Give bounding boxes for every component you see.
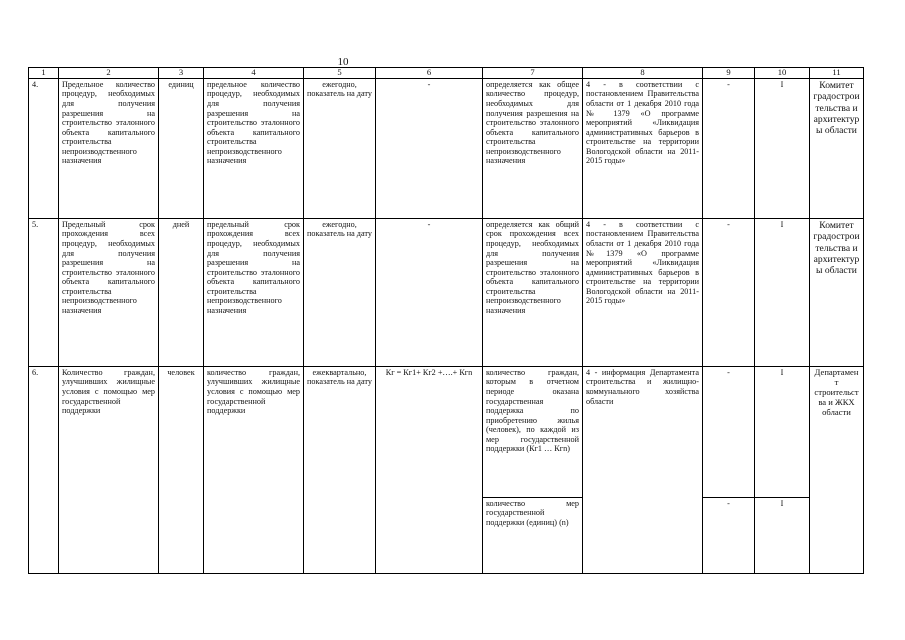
column-header: 4 bbox=[204, 68, 304, 79]
basic-indicators: определяется как общее количество процедур, необходимых для получения разрешения на строительство эталонного объекта капитального строительства непроизводственного назначения bbox=[483, 78, 583, 218]
responsible: Департамент строительства и ЖКХ области bbox=[810, 366, 864, 573]
data-source: 4 - информация Департамента строительства и жилищно-коммунального хозяйства области bbox=[583, 366, 703, 573]
column-10-value: I bbox=[755, 78, 810, 218]
column-9-value: - bbox=[703, 218, 755, 366]
indicator-table bbox=[28, 67, 864, 574]
responsible: Комитет градостроительства и архитектуры области bbox=[810, 78, 864, 218]
column-header: 9 bbox=[703, 68, 755, 79]
column-header: 7 bbox=[483, 68, 583, 79]
column-header: 6 bbox=[376, 68, 483, 79]
formula: - bbox=[376, 78, 483, 218]
row-number: 5. bbox=[29, 218, 59, 366]
column-header: 3 bbox=[159, 68, 204, 79]
periodicity: ежегодно, показатель на дату bbox=[304, 218, 376, 366]
column-10-value: I bbox=[755, 218, 810, 366]
responsible: Комитет градостроительства и архитектуры области bbox=[810, 218, 864, 366]
formula: - bbox=[376, 218, 483, 366]
column-10-value-extra: I bbox=[755, 497, 810, 573]
column-10-value: I bbox=[755, 366, 810, 497]
indicator-name: Предельный срок прохождения всех процедур, необходимых для получения разрешения на строительство эталонного объекта капитального строительства непроизводственного назначения bbox=[59, 218, 159, 366]
column-header: 5 bbox=[304, 68, 376, 79]
column-header: 10 bbox=[755, 68, 810, 79]
periodicity: ежеквартально, показатель на дату bbox=[304, 366, 376, 573]
column-header: 8 bbox=[583, 68, 703, 79]
formula: Кг = Кг1+ Кг2 +….+ Кгn bbox=[376, 366, 483, 573]
indicator-definition: предельный срок прохождения всех процедур, необходимых для получения разрешения на строительство эталонного объекта капитального строительства непроизводственного назначения bbox=[204, 218, 304, 366]
column-header: 1 bbox=[29, 68, 59, 79]
row-number: 4. bbox=[29, 78, 59, 218]
indicator-name: Количество граждан, улучшивших жилищные условия с помощью мер государственной поддержки bbox=[59, 366, 159, 573]
indicator-definition: предельное количество процедур, необходимых для получения разрешения на строительство эталонного объекта капитального строительства непроизводственного назначения bbox=[204, 78, 304, 218]
unit: дней bbox=[159, 218, 204, 366]
column-9-value-extra: - bbox=[703, 497, 755, 573]
unit: единиц bbox=[159, 78, 204, 218]
data-source: 4 - в соответствии с постановлением Правительства области от 1 декабря 2010 года №1379 «О программе мероприятий «Ликвидация административных барьеров в строительстве на территории Вологодской области на 2011-2015 годы» bbox=[583, 218, 703, 366]
table-row bbox=[29, 218, 864, 366]
page-number: 10 bbox=[337, 56, 349, 68]
table-row bbox=[29, 366, 864, 497]
column-9-value: - bbox=[703, 366, 755, 497]
table-header-row bbox=[29, 68, 864, 79]
indicator-definition: количество граждан, улучшивших жилищные условия с помощью мер государственной поддержки bbox=[204, 366, 304, 573]
indicator-name: Предельное количество процедур, необходимых для получения разрешения на строительство эталонного объекта капитального строительства непроизводственного назначения bbox=[59, 78, 159, 218]
unit: человек bbox=[159, 366, 204, 573]
data-source: 4 - в соответствии с постановлением Правительства области от 1 декабря 2010 года № 1379 «О программе мероприятий «Ликвидация административных барьеров в строительстве на территории Вологодской области на 2011-2015 годы» bbox=[583, 78, 703, 218]
row-number: 6. bbox=[29, 366, 59, 573]
periodicity: ежегодно, показатель на дату bbox=[304, 78, 376, 218]
basic-indicators: количество граждан, которым в отчетном периоде оказана государственная поддержка по приобретению жилья (человек), по каждой из мер государственной поддержки (Кг1 … Кгn) bbox=[483, 366, 583, 497]
column-header: 2 bbox=[59, 68, 159, 79]
basic-indicators-extra: количество мер государственной поддержки (единиц) (n) bbox=[483, 497, 583, 573]
column-header: 11 bbox=[810, 68, 864, 79]
table-row bbox=[29, 78, 864, 218]
column-9-value: - bbox=[703, 78, 755, 218]
basic-indicators: определяется как общий срок прохождения всех процедур, необходимых для получения разрешения на строительство эталонного объекта капитального строительства непроизводственного назначения bbox=[483, 218, 583, 366]
